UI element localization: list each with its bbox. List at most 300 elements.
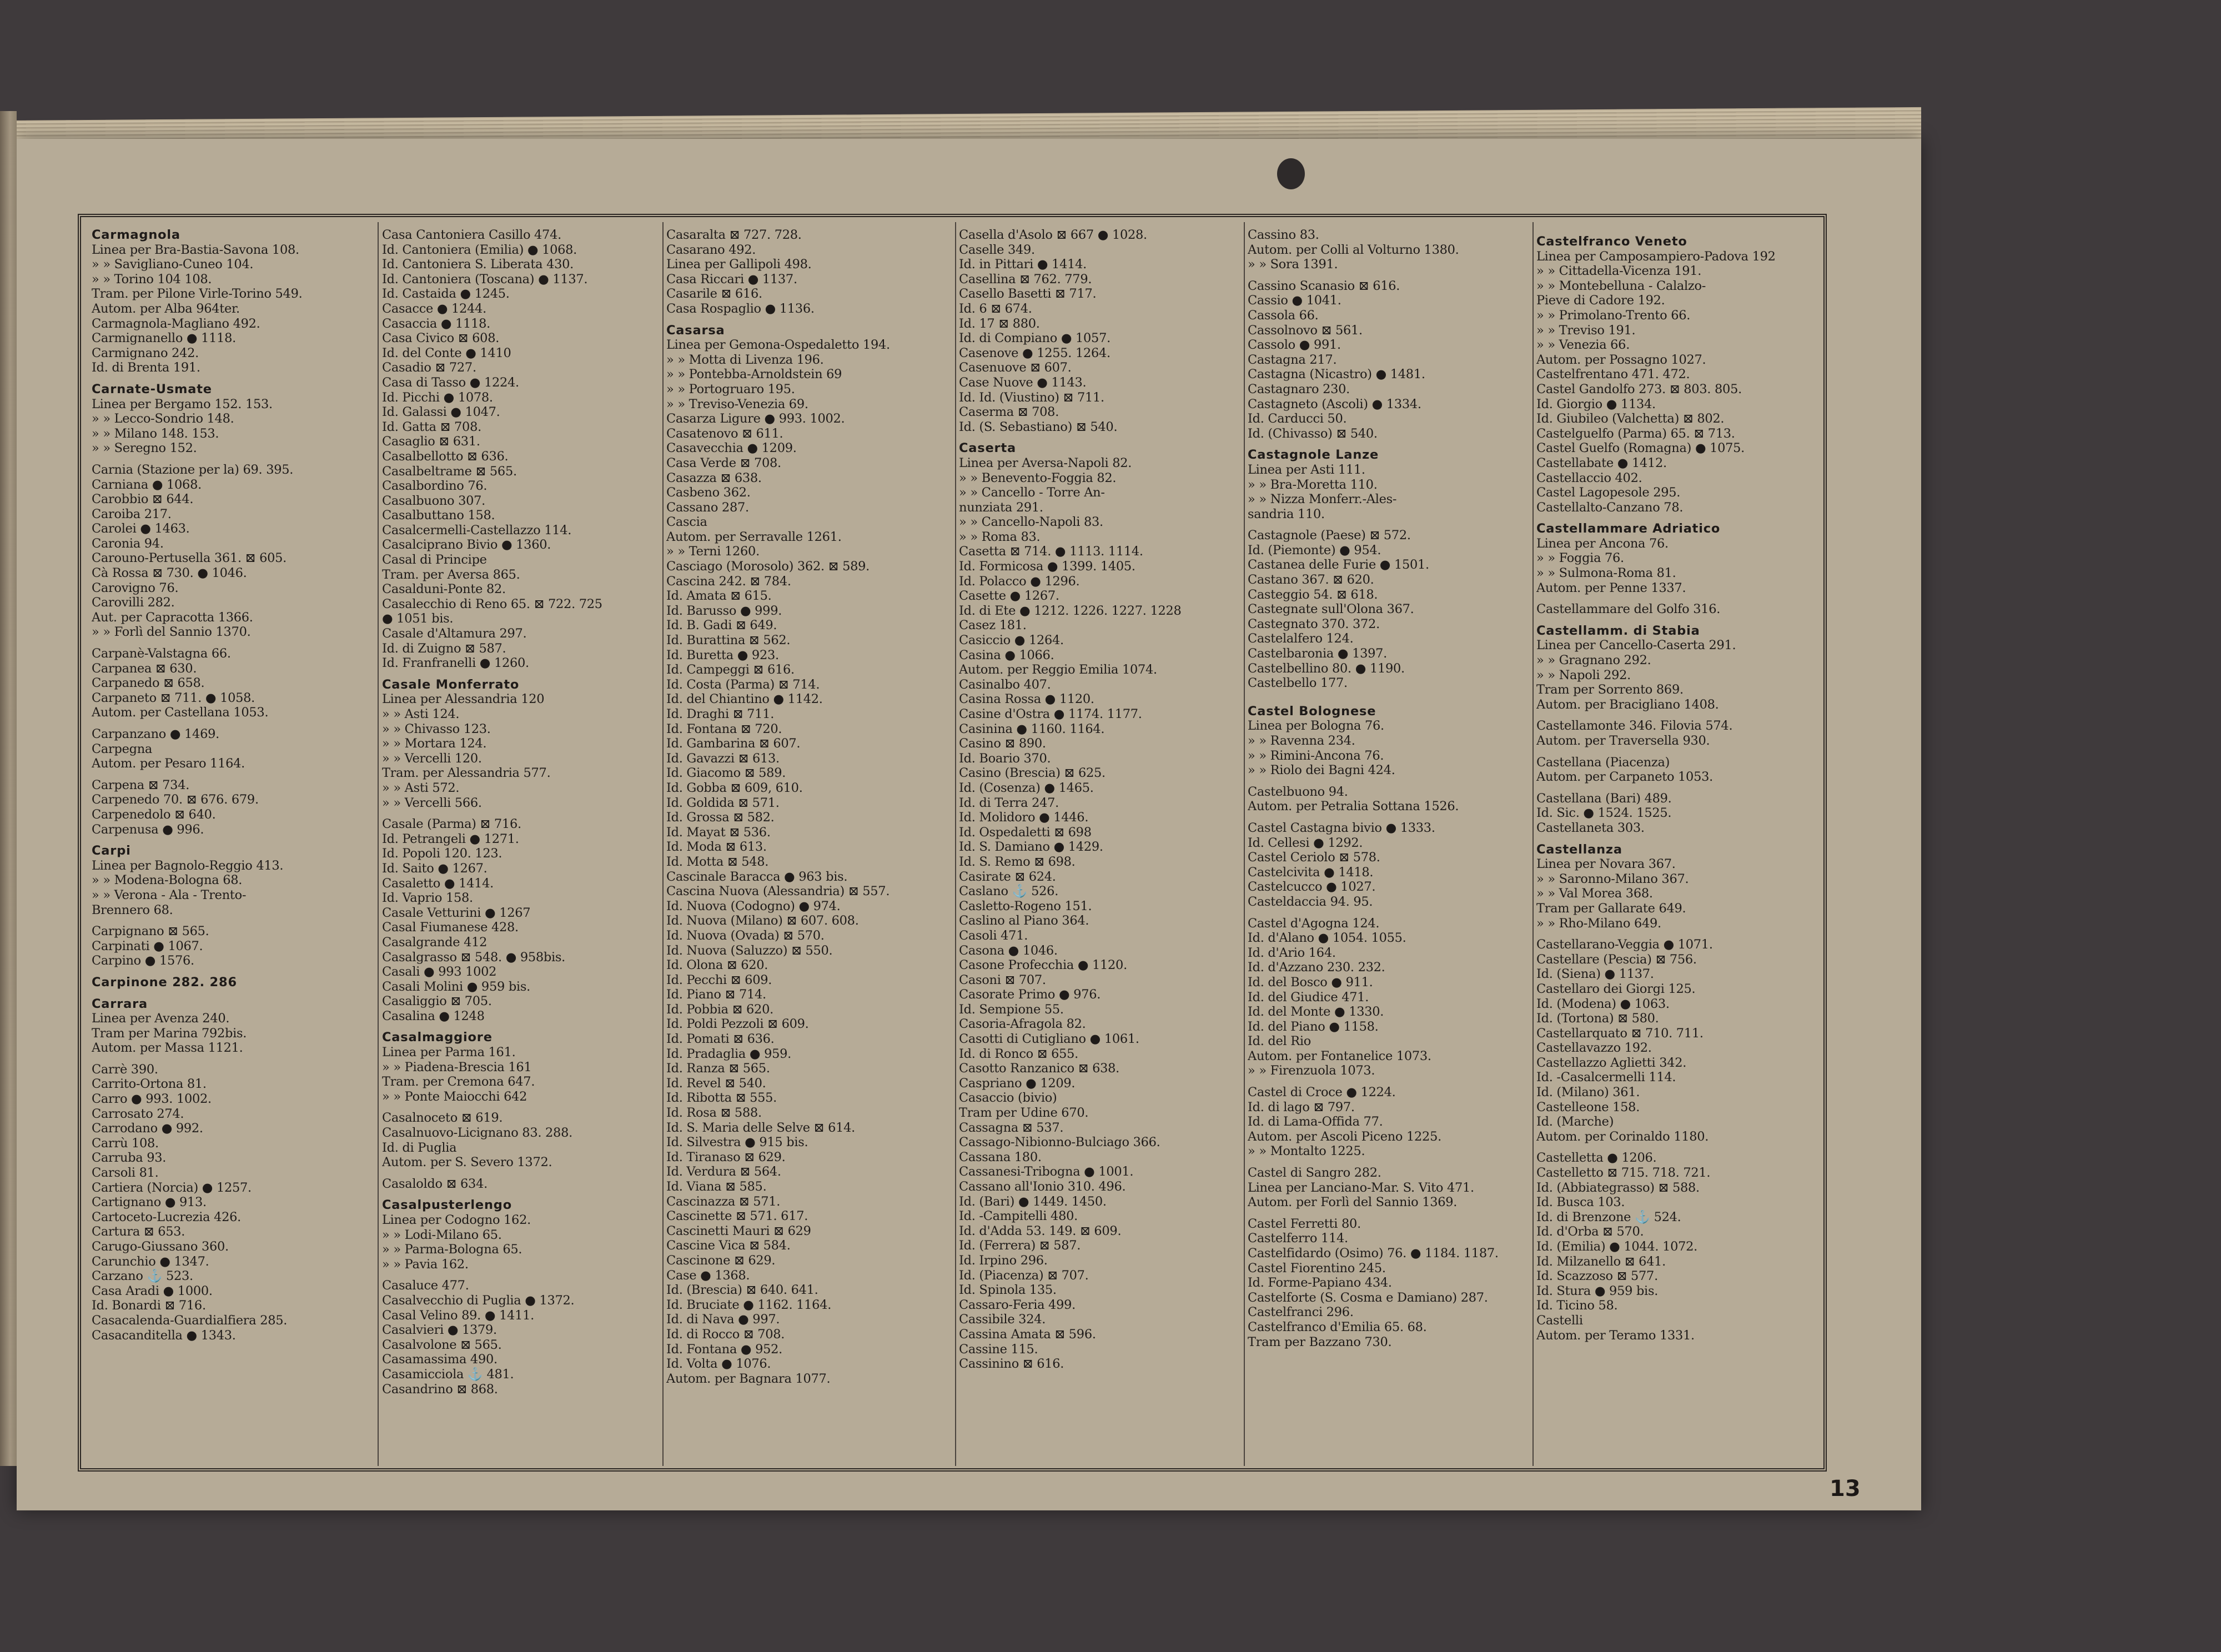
index-entry: Cassagna ⊠ 537.	[959, 1120, 1064, 1135]
index-entry: Id. (Cosenza) ● 1465.	[959, 780, 1094, 795]
index-entry: Id. Sempione 55.	[959, 1002, 1064, 1017]
column-divider	[378, 222, 379, 1466]
index-entry: Castellabate ● 1412.	[1536, 455, 1667, 470]
index-entry: Carniana ● 1068.	[92, 477, 202, 492]
index-entry: Autom. per Possagno 1027.	[1536, 352, 1706, 367]
index-entry: Carrosato 274.	[92, 1106, 184, 1121]
index-entry: Linea per Bologna 76.	[1248, 719, 1384, 734]
index-entry: Cassina Amata ⊠ 596.	[959, 1327, 1096, 1342]
index-entry: Castano 367. ⊠ 620.	[1248, 573, 1374, 588]
index-entry: Casletto-Rogeno 151.	[959, 898, 1092, 913]
spacer	[382, 1272, 660, 1278]
index-entry: Caserma ⊠ 708.	[959, 405, 1059, 420]
spacer	[92, 990, 372, 997]
index-entry: Id. Volta ● 1076.	[666, 1357, 771, 1372]
index-entry: Castagneto (Ascoli) ● 1334.	[1248, 396, 1421, 411]
index-entry: » » Asti 124.	[382, 707, 460, 721]
spacer	[1248, 778, 1530, 785]
index-entry: Casaccio (bivio)	[959, 1091, 1057, 1106]
index-entry: Id. Olona ⊠ 620.	[666, 958, 768, 973]
index-entry: Caselle 349.	[959, 242, 1035, 257]
index-entry: Carouno-Pertusella 361. ⊠ 605.	[92, 551, 287, 566]
place-heading: Castellammare Adriatico	[1536, 521, 1721, 536]
index-entry: Autom. per Carpaneto 1053.	[1536, 770, 1713, 785]
place-heading: Castelfranco Veneto	[1536, 234, 1687, 249]
index-entry: Castelcivita ● 1418.	[1248, 865, 1374, 880]
index-entry: Id. 6 ⊠ 674.	[959, 301, 1032, 316]
index-entry: Casina ● 1066.	[959, 647, 1054, 662]
spacer	[1248, 1159, 1530, 1166]
index-entry: Id. S. Remo ⊠ 698.	[959, 854, 1076, 869]
index-entry: Tram. per Pilone Virle-Torino 549.	[92, 287, 303, 302]
spacer	[1536, 515, 1822, 521]
index-entry: Casaloldo ⊠ 634.	[382, 1176, 488, 1191]
index-entry: Cascina 242. ⊠ 784.	[666, 574, 791, 589]
index-entry: Carpignano ⊠ 565.	[92, 924, 209, 939]
index-entry: Casciago (Morosolo) 362. ⊠ 589.	[666, 559, 870, 574]
index-entry: Casinalbo 407.	[959, 677, 1051, 692]
index-entry: Autom. per Traversella 930.	[1536, 734, 1710, 748]
index-entry: Carnia (Stazione per la) 69. 395.	[92, 462, 294, 477]
spacer	[382, 1191, 660, 1198]
index-entry: Caroiba 217.	[92, 506, 172, 521]
index-entry: Id. Pobbia ⊠ 620.	[666, 1002, 773, 1017]
index-entry: Carrè 390.	[92, 1062, 158, 1077]
index-entry: Casalciprano Bivio ● 1360.	[382, 538, 551, 553]
spacer	[1248, 697, 1530, 704]
index-entry: » » Verona - Ala - Trento-	[92, 887, 247, 902]
index-entry: Castel di Croce ● 1224.	[1248, 1085, 1396, 1100]
index-entry: Autom. per Forlì del Sannio 1369.	[1248, 1195, 1458, 1210]
index-entry: Cascina Nuova (Alessandria) ⊠ 557.	[666, 884, 890, 899]
index-entry: » » Cancello - Torre An-	[959, 485, 1105, 500]
index-entry: Castelfrentano 471. 472.	[1536, 367, 1690, 382]
index-entry: » » Cancello-Napoli 83.	[959, 515, 1103, 530]
index-entry: Casalgrasso ⊠ 548. ● 958bis.	[382, 950, 566, 965]
index-entry: Castelfidardo (Osimo) 76. ● 1184. 1187.	[1248, 1246, 1499, 1261]
index-entry: Id. Saito ● 1267.	[382, 861, 488, 876]
index-entry: Id. Amata ⊠ 615.	[666, 589, 772, 604]
index-entry: Castelli	[1536, 1313, 1583, 1328]
index-entry: Id. Bruciate ● 1162. 1164.	[666, 1297, 832, 1312]
index-entry: Casal Velino 89. ● 1411.	[382, 1308, 534, 1323]
index-entry: Cascine Vica ⊠ 584.	[666, 1238, 791, 1253]
index-entry: Casali Molini ● 959 bis.	[382, 979, 530, 994]
index-entry: Cassolo ● 991.	[1248, 338, 1341, 353]
index-entry: Casadio ⊠ 727.	[382, 360, 476, 375]
index-entry: Id. (Piacenza) ⊠ 707.	[959, 1268, 1089, 1283]
index-entry: » » Benevento-Foggia 82.	[959, 470, 1117, 485]
index-entry: Carpinati ● 1067.	[92, 938, 203, 953]
index-entry: Casaliggio ⊠ 705.	[382, 994, 492, 1009]
spacer	[1536, 749, 1822, 755]
index-entry: » » Lecco-Sondrio 148.	[92, 411, 234, 426]
index-entry: Carovilli 282.	[92, 595, 175, 610]
index-entry: Aut. per Capracotta 1366.	[92, 610, 253, 625]
spacer	[1248, 1210, 1530, 1217]
index-entry: Castellammare del Golfo 316.	[1536, 602, 1721, 617]
index-entry: Tram. per Alessandria 577.	[382, 766, 551, 781]
index-entry: Autom. per Fontanelice 1073.	[1248, 1048, 1431, 1063]
index-entry: Casalbuono 307.	[382, 493, 486, 508]
index-entry: » » Forlì del Sannio 1370.	[92, 625, 251, 640]
index-entry: Id. Nuova (Saluzzo) ⊠ 550.	[666, 943, 833, 958]
index-entry: Id. Goldida ⊠ 571.	[666, 795, 780, 810]
index-entry: Tram per Marina 792bis.	[92, 1026, 247, 1041]
index-entry: Id. -Campitelli 480.	[959, 1209, 1078, 1224]
index-entry: » » Pavia 162.	[382, 1257, 469, 1272]
index-entry: Autom. per Teramo 1331.	[1536, 1328, 1695, 1343]
index-entry: Brennero 68.	[92, 902, 173, 917]
index-entry: Castanea delle Furie ● 1501.	[1248, 558, 1429, 573]
place-heading: Castel Bolognese	[1248, 704, 1376, 719]
index-entry: Id. (Abbiategrasso) ⊠ 588.	[1536, 1180, 1700, 1195]
index-entry: » » Piadena-Brescia 161	[382, 1060, 532, 1074]
index-entry: Casarile ⊠ 616.	[666, 287, 762, 302]
index-entry: nunziata 291.	[959, 500, 1043, 515]
index-entry: » » Rho-Milano 649.	[1536, 916, 1661, 931]
index-entry: Id. Cantoniera (Emilia) ● 1068.	[382, 242, 577, 257]
index-entry: Castegnato 370. 372.	[1248, 616, 1380, 631]
index-entry: Id. (Ferrera) ⊠ 587.	[959, 1238, 1081, 1253]
index-entry: Casalvecchio di Puglia ● 1372.	[382, 1293, 575, 1308]
index-entry: Id. Spinola 135.	[959, 1283, 1057, 1298]
index-entry: Id. di Zuigno ⊠ 587.	[382, 641, 506, 656]
index-entry: Id. Sic. ● 1524. 1525.	[1536, 806, 1672, 821]
index-entry: Casalbeltrame ⊠ 565.	[382, 464, 517, 479]
index-entry: Castegnate sull'Olona 367.	[1248, 602, 1414, 617]
index-entry: Casal di Principe	[382, 553, 487, 568]
index-entry: Cascia	[666, 515, 707, 530]
index-entry: » » Firenzuola 1073.	[1248, 1063, 1375, 1078]
index-entry: Autom. per Penne 1337.	[1536, 580, 1686, 595]
index-entry: Cassola 66.	[1248, 308, 1319, 323]
index-entry: Id. Formicosa ● 1399. 1405.	[959, 559, 1135, 574]
index-entry: Carpenedo 70. ⊠ 676. 679.	[92, 792, 259, 807]
index-column-6	[1536, 228, 1822, 1463]
index-entry: Casavecchia ● 1209.	[666, 441, 797, 456]
index-entry: Casona ● 1046.	[959, 943, 1058, 958]
index-column-1	[92, 228, 372, 1463]
spacer	[382, 1170, 660, 1177]
index-entry: Id. Fontana ⊠ 720.	[666, 721, 782, 736]
index-column-3	[666, 228, 952, 1463]
index-entry: Caslino al Piano 364.	[959, 913, 1089, 928]
spacer	[382, 671, 660, 677]
spacer	[92, 837, 372, 843]
index-entry: Casalgrande 412	[382, 935, 488, 950]
spacer	[92, 771, 372, 778]
index-entry: Cascinazza ⊠ 571.	[666, 1194, 781, 1209]
index-entry: Id. Scazzoso ⊠ 577.	[1536, 1269, 1658, 1284]
index-entry: Id. Pecchi ⊠ 609.	[666, 972, 772, 987]
index-entry: Id. Barusso ● 999.	[666, 603, 782, 618]
index-entry: » » Seregno 152.	[92, 441, 197, 456]
index-entry: Casale d'Altamura 297.	[382, 626, 527, 641]
index-entry: Castel Guelfo (Romagna) ● 1075.	[1536, 441, 1745, 456]
index-entry: Linea per Gemona-Ospedaletto 194.	[666, 338, 890, 353]
index-entry: » » Parma-Bologna 65.	[382, 1242, 522, 1257]
index-entry: » » Milano 148. 153.	[92, 426, 219, 441]
index-entry: Id. Petrangeli ● 1271.	[382, 831, 519, 846]
index-entry: Casandrino ⊠ 868.	[382, 1382, 498, 1397]
index-entry: Id. B. Gadi ⊠ 649.	[666, 618, 777, 633]
index-entry: Caronia 94.	[92, 536, 164, 551]
index-entry: Carpegna	[92, 741, 153, 756]
index-entry: Id. in Pittari ● 1414.	[959, 257, 1087, 272]
place-heading: Carnate-Usmate	[92, 381, 212, 396]
index-entry: Carpanzano ● 1469.	[92, 727, 219, 741]
index-entry: Id. Cantoniera S. Liberata 430.	[382, 257, 574, 272]
index-entry: Castagna 217.	[1248, 352, 1337, 367]
index-entry: Pieve di Cadore 192.	[1536, 293, 1665, 308]
index-entry: Id. -Casalcermelli 114.	[1536, 1070, 1676, 1085]
index-entry: Casalnoceto ⊠ 619.	[382, 1111, 503, 1126]
index-entry: » » Roma 83.	[959, 529, 1041, 544]
index-entry: Id. d'Ario 164.	[1248, 945, 1336, 960]
index-entry: Carpanedo ⊠ 658.	[92, 676, 205, 691]
index-entry: Casali ● 993 1002	[382, 965, 497, 980]
index-entry: Casbeno 362.	[666, 485, 751, 500]
index-entry: » » Cittadella-Vicenza 191.	[1536, 264, 1702, 279]
index-entry: Id. (Piemonte) ● 954.	[1248, 543, 1381, 558]
index-entry: Cascinetti Mauri ⊠ 629	[666, 1223, 811, 1238]
index-entry: Casacanditella ● 1343.	[92, 1328, 236, 1343]
index-entry: Autom. per Corinaldo 1180.	[1536, 1129, 1709, 1144]
spacer	[1536, 931, 1822, 937]
index-entry: Castel di Sangro 282.	[1248, 1166, 1381, 1181]
index-entry: Cassaro-Feria 499.	[959, 1297, 1076, 1312]
index-entry: Id. (Modena) ● 1063.	[1536, 996, 1670, 1011]
index-entry: Id. del Piano ● 1158.	[1248, 1019, 1379, 1034]
index-entry: Id. Burattina ⊠ 562.	[666, 633, 791, 648]
index-entry: Casa Cantoniera Casillo 474.	[382, 228, 561, 242]
index-entry: Id. Id. (Viustino) ⊠ 711.	[959, 390, 1104, 405]
column-divider	[1244, 222, 1245, 1466]
index-entry: Casaglio ⊠ 631.	[382, 434, 480, 449]
index-entry: Casamicciola ⚓ 481.	[382, 1367, 514, 1382]
index-entry: Linea per Avenza 240.	[92, 1011, 230, 1026]
index-entry: Autom. per Massa 1121.	[92, 1041, 243, 1056]
index-entry: Id. Motta ⊠ 548.	[666, 854, 769, 869]
index-entry: Casino (Brescia) ⊠ 625.	[959, 766, 1106, 781]
spacer	[92, 640, 372, 646]
index-entry: Casone Profecchia ● 1120.	[959, 958, 1127, 973]
index-entry: » » Asti 572.	[382, 780, 460, 795]
index-entry: Casinina ● 1160. 1164.	[959, 721, 1105, 736]
index-entry: Id. Ranza ⊠ 565.	[666, 1061, 770, 1076]
index-entry: » » Motta di Livenza 196.	[666, 352, 824, 367]
index-entry: Castellaccio 402.	[1536, 470, 1642, 485]
index-entry: Castellalto-Canzano 78.	[1536, 500, 1684, 515]
index-entry: Carmagnola-Magliano 492.	[92, 316, 260, 331]
index-entry: Tram per Bazzano 730.	[1248, 1334, 1392, 1349]
spacer	[382, 810, 660, 817]
index-entry: Id. Campeggi ⊠ 616.	[666, 662, 795, 677]
index-entry: » » Vercelli 566.	[382, 795, 482, 810]
index-entry: Casa Rospaglio ● 1136.	[666, 301, 815, 316]
index-entry: Id. Pomati ⊠ 636.	[666, 1032, 775, 1047]
spacer	[1536, 836, 1822, 842]
index-entry: » » Vercelli 120.	[382, 751, 482, 766]
index-entry: Autom. per Alba 964ter.	[92, 301, 240, 316]
index-entry: Id. Irpino 296.	[959, 1253, 1048, 1268]
index-entry: Carsoli 81.	[92, 1166, 159, 1181]
index-entry: Linea per Alessandria 120	[382, 692, 545, 707]
index-entry: Casale Vetturini ● 1267	[382, 905, 531, 920]
index-entry: Casa Riccari ● 1137.	[666, 272, 797, 287]
binding-hole	[1277, 158, 1305, 189]
index-entry: Casoria-Afragola 82.	[959, 1017, 1086, 1032]
index-entry: Id. Popoli 120. 123.	[382, 846, 503, 861]
index-entry: Castelletta ● 1206.	[1536, 1151, 1657, 1166]
index-entry: Cassine 115.	[959, 1342, 1038, 1357]
index-entry: Id. del Rio	[1248, 1034, 1312, 1049]
index-entry: Id. d'Orba ⊠ 570.	[1536, 1224, 1644, 1239]
index-entry: Carmignano 242.	[92, 345, 199, 360]
index-entry: Casalbellotto ⊠ 636.	[382, 449, 509, 464]
index-entry: Id. (Bari) ● 1449. 1450.	[959, 1194, 1107, 1209]
index-entry: Castelleone 158.	[1536, 1099, 1640, 1114]
index-entry: Autom. per Colli al Volturno 1380.	[1248, 242, 1459, 257]
place-heading: Carrara	[92, 996, 148, 1011]
index-entry: Id. Polacco ● 1296.	[959, 574, 1080, 589]
index-entry: Carrù 108.	[92, 1136, 159, 1151]
index-entry: Id. Giorgio ● 1134.	[1536, 396, 1656, 411]
index-entry: » » Saronno-Milano 367.	[1536, 871, 1689, 886]
index-entry: Carro ● 993. 1002.	[92, 1092, 212, 1107]
index-entry: Id. Castaida ● 1245.	[382, 287, 510, 302]
index-entry: Tram per Sorrento 869.	[1536, 682, 1684, 697]
index-entry: Castelbaronia ● 1397.	[1248, 646, 1388, 661]
index-entry: Casotto Ranzanico ⊠ 638.	[959, 1061, 1120, 1076]
index-entry: Carpena ⊠ 734.	[92, 777, 190, 792]
spacer	[1248, 814, 1530, 821]
index-entry: » » Terni 1260.	[666, 544, 760, 559]
index-entry: Casorate Primo ● 976.	[959, 987, 1101, 1002]
index-entry: Castelbuono 94.	[1248, 784, 1348, 799]
index-entry: Caslano ⚓ 526.	[959, 884, 1059, 899]
index-entry: Autom. per Ascoli Piceno 1225.	[1248, 1129, 1441, 1144]
index-column-2	[382, 228, 660, 1463]
index-entry: Linea per Lanciano-Mar. S. Vito 471.	[1248, 1180, 1474, 1195]
index-entry: Casa Verde ⊠ 708.	[666, 455, 781, 470]
index-entry: Id. Busca 103.	[1536, 1195, 1625, 1210]
index-entry: Castelletto ⊠ 715. 718. 721.	[1536, 1166, 1711, 1181]
index-entry: Id. d'Azzano 230. 232.	[1248, 960, 1385, 975]
index-entry: Castelfranco d'Emilia 65. 68.	[1248, 1319, 1427, 1334]
index-entry: Cascinone ⊠ 629.	[666, 1253, 776, 1268]
index-entry: Autom. per S. Severo 1372.	[382, 1155, 552, 1170]
index-entry: ● 1051 bis.	[382, 611, 454, 626]
index-entry: Id. Fontana ● 952.	[666, 1342, 783, 1357]
index-entry: Cartoceto-Lucrezia 426.	[92, 1209, 241, 1224]
index-entry: Id. di Rocco ⊠ 708.	[666, 1327, 785, 1342]
index-entry: Casaccia ● 1118.	[382, 316, 490, 331]
place-heading: Carmagnola	[92, 228, 180, 242]
index-entry: Id. Cantoniera (Toscana) ● 1137.	[382, 272, 588, 287]
index-entry: Castellana (Piacenza)	[1536, 755, 1670, 770]
index-entry: » » Treviso 191.	[1536, 323, 1636, 338]
index-entry: Autom. per Castellana 1053.	[92, 705, 269, 720]
spacer	[92, 456, 372, 463]
index-entry: » » Montalto 1225.	[1248, 1144, 1365, 1159]
index-entry: Cassio ● 1041.	[1248, 293, 1341, 308]
index-entry: » » Foggia 76.	[1536, 551, 1624, 566]
index-entry: Casatenovo ⊠ 611.	[666, 426, 783, 441]
index-entry: Id. Ticino 58.	[1536, 1298, 1618, 1313]
index-entry: Linea per Asti 111.	[1248, 462, 1365, 477]
index-entry: Casa di Tasso ● 1224.	[382, 375, 519, 390]
index-entry: » » Pontebba-Arnoldstein 69	[666, 367, 842, 382]
index-entry: Id. di Brenzone ⚓ 524.	[1536, 1209, 1681, 1224]
index-entry: » » Ravenna 234.	[1248, 734, 1355, 748]
index-entry: Id. S. Maria delle Selve ⊠ 614.	[666, 1120, 855, 1135]
index-entry: Carpenusa ● 996.	[92, 822, 204, 837]
index-entry: Castel Ceriolo ⊠ 578.	[1248, 850, 1380, 865]
index-entry: Casino ⊠ 890.	[959, 736, 1046, 751]
index-column-5	[1248, 228, 1530, 1463]
spacer	[1536, 785, 1822, 791]
index-entry: Casine d'Ostra ● 1174. 1177.	[959, 707, 1142, 721]
index-entry: Carmignanello ● 1118.	[92, 331, 237, 346]
index-entry: Castel Ferretti 80.	[1248, 1216, 1361, 1231]
index-entry: Id. di Puglia	[382, 1140, 457, 1155]
index-entry: Casaluce 477.	[382, 1278, 469, 1293]
index-entry: Id. Costa (Parma) ⊠ 714.	[666, 677, 820, 692]
index-entry: Case ● 1368.	[666, 1268, 750, 1283]
index-entry: Id. Rosa ⊠ 588.	[666, 1106, 762, 1121]
spacer	[1248, 910, 1530, 916]
index-entry: Casenove ● 1255. 1264.	[959, 345, 1110, 360]
place-heading: Castellamm. di Stabia	[1536, 623, 1700, 638]
index-entry: Id. d'Alano ● 1054. 1055.	[1248, 931, 1406, 946]
index-entry: Casacce ● 1244.	[382, 301, 486, 316]
index-entry: Id. Bonardi ⊠ 716.	[92, 1298, 206, 1313]
index-entry: Casarza Ligure ● 993. 1002.	[666, 411, 845, 426]
index-entry: Cassana 180.	[959, 1149, 1042, 1164]
index-entry: Castel Castagna bivio ● 1333.	[1248, 820, 1435, 835]
index-entry: Id. Gambarina ⊠ 607.	[666, 736, 801, 751]
index-entry: Id. Grossa ⊠ 582.	[666, 810, 775, 825]
index-entry: Cascinale Baracca ● 963 bis.	[666, 869, 848, 884]
index-entry: Linea per Cancello-Caserta 291.	[1536, 638, 1736, 653]
index-entry: Castelferro 114.	[1248, 1231, 1348, 1246]
index-entry: » » Portogruaro 195.	[666, 381, 795, 396]
index-entry: Id. di Compiano ● 1057.	[959, 331, 1110, 346]
index-entry: » » Ponte Maiocchi 642	[382, 1089, 527, 1104]
index-entry: Linea per Ancona 76.	[1536, 536, 1669, 551]
page-number: 13	[1830, 1476, 1861, 1502]
index-entry: Casalduni-Ponte 82.	[382, 582, 506, 597]
index-entry: Carpanè-Valstagna 66.	[92, 646, 231, 661]
index-entry: Castellaneta 303.	[1536, 820, 1645, 835]
index-entry: » » Rimini-Ancona 76.	[1248, 748, 1384, 763]
index-entry: Casellina ⊠ 762. 779.	[959, 272, 1092, 287]
index-entry: Casina Rossa ● 1120.	[959, 692, 1094, 707]
index-entry: Casalnuovo-Licignano 83. 288.	[382, 1126, 572, 1141]
index-entry: Id. Verdura ⊠ 564.	[666, 1164, 781, 1179]
spacer	[1248, 441, 1530, 448]
index-entry: Castellarano-Veggia ● 1071.	[1536, 937, 1713, 952]
spacer	[959, 434, 1241, 441]
index-entry: » » Nizza Monferr.-Ales-	[1248, 492, 1397, 507]
index-entry: Castagnole (Paese) ⊠ 572.	[1248, 528, 1411, 543]
place-heading: Casarsa	[666, 323, 725, 338]
index-entry: Id. (Siena) ● 1137.	[1536, 967, 1654, 982]
index-entry: Cartura ⊠ 653.	[92, 1224, 185, 1239]
index-entry: Id. di Lama-Offida 77.	[1248, 1114, 1383, 1129]
